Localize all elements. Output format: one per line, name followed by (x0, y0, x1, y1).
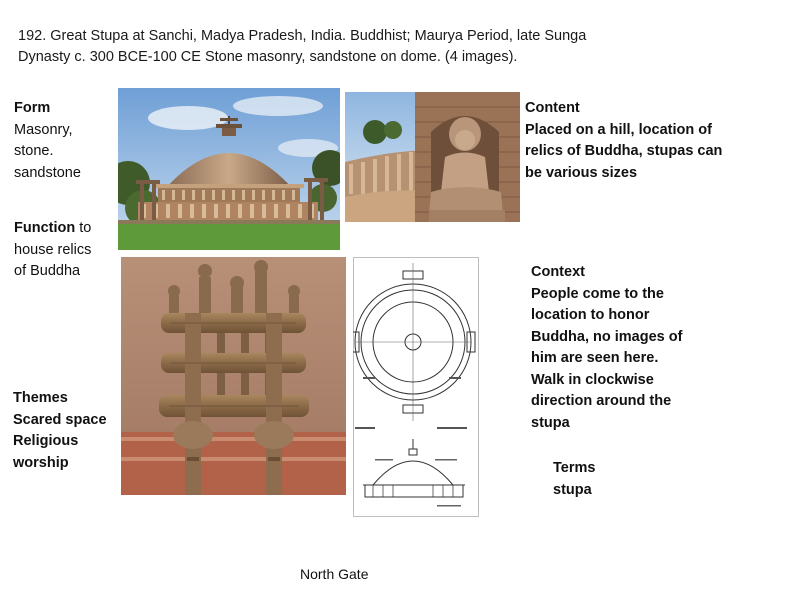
content-line-2: relics of Buddha, stupas can (525, 143, 723, 159)
context-line-3: Buddha, no images of (531, 328, 683, 345)
buddha-relief-photo (345, 92, 520, 222)
stupa-plan-diagram (353, 257, 479, 517)
content-line-3: be various sizes (525, 164, 638, 181)
content-line-1: Placed on a hill, location of (525, 121, 712, 138)
terms-heading: Terms (553, 460, 596, 476)
function-line-1: Function to (14, 220, 92, 236)
slide-title (18, 26, 698, 68)
themes-line-2: Religious (13, 433, 79, 449)
north-gate-photo (121, 257, 346, 495)
function-line-2: house relics (14, 241, 92, 258)
stupa-exterior-photo (118, 88, 340, 250)
context-line-2: location to honor (531, 307, 650, 323)
terms-block (553, 458, 595, 501)
title-line-2: Dynasty c. 300 BCE-100 CE Stone masonry, sandstone on dome. (4 images). (18, 49, 518, 65)
form-heading: Form (14, 100, 51, 116)
themes-block (13, 388, 107, 474)
content-block (525, 98, 722, 184)
form-line-2: stone. (14, 143, 54, 159)
themes-line-3: worship (13, 454, 69, 471)
themes-line-1: Scared space (13, 411, 107, 428)
form-line-3: sandstone (14, 164, 81, 181)
title-line-1: 192. Great Stupa at Sanchi, Madya Pradesh, India. Buddhist; Maurya Period, late Sunga (18, 28, 587, 44)
content-heading: Content (525, 100, 580, 116)
context-line-5: Walk in clockwise (531, 371, 654, 388)
context-line-7: stupa (531, 414, 570, 431)
context-line-6: direction around the (531, 393, 672, 409)
form-line-1: Masonry, (14, 121, 73, 138)
context-line-1: People come to the (531, 285, 664, 302)
function-line-3: of Buddha (14, 263, 81, 279)
function-block (14, 218, 91, 283)
terms-line-1: stupa (553, 481, 592, 498)
themes-heading: Themes (13, 390, 68, 406)
context-heading: Context (531, 264, 585, 280)
context-block (531, 262, 682, 434)
north-gate-caption: North Gate (300, 566, 369, 582)
form-block (14, 98, 81, 184)
context-line-4: him are seen here. (531, 350, 659, 366)
